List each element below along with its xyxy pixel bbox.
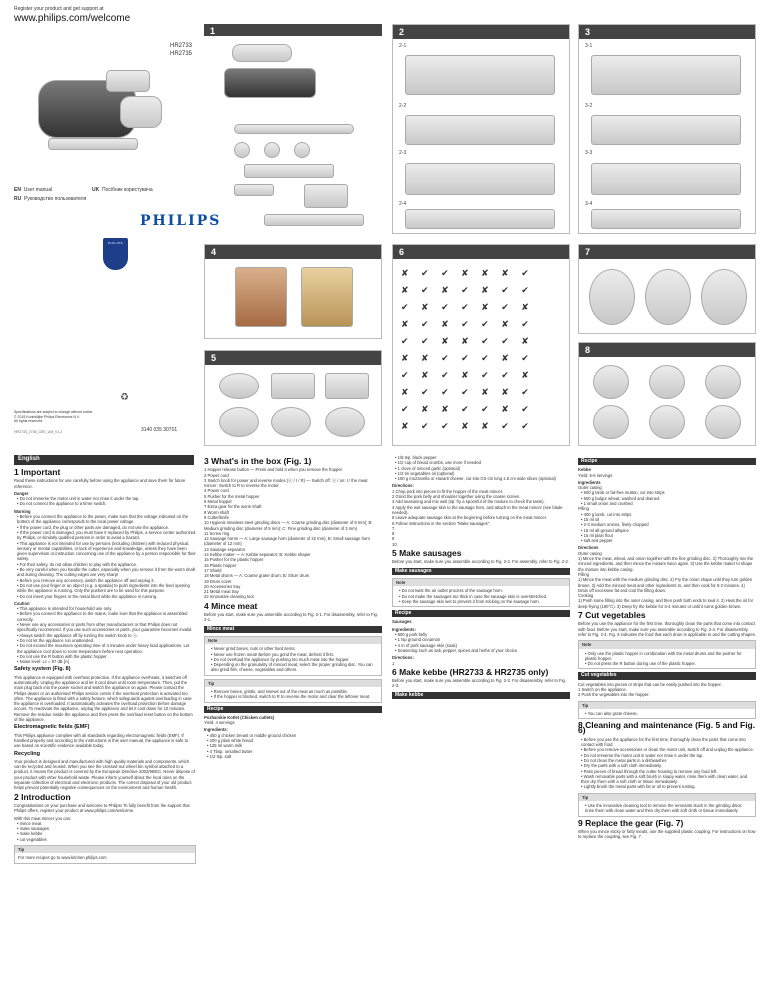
register-text: Register your product and get support at <box>14 6 104 12</box>
list-item: • Only use the plastic hopper in combination with the metal drums and the pusher for plastic hopper. <box>585 651 752 662</box>
ingredients-label: Ingredients: <box>204 727 228 733</box>
list-item: 17 Shield <box>204 567 222 573</box>
list-item: • This appliance is not intended for use by persons (including children) with reduced physical, sensory or mental capabilities, or lack of experience and knowledge, unless they have been given supervision or instruction concerning use of the appliance by a person responsible for their safety. <box>17 541 196 562</box>
list-item: 8 <box>392 531 395 537</box>
list-item: • This appliance is intended for household use only. <box>17 606 196 611</box>
list-item: • Never use any accessories or parts from other manufacturers or that Philips does not specifically recommend. If you use such accessories or parts, your guarantee becomes invalid. <box>17 622 196 633</box>
lang-ru: RU Руководство пользователя <box>14 196 87 202</box>
sausage-intro: Before you start, make sure you assemble according to Fig. 2-2. For assembly, refer to Fig. 2-2. <box>392 559 570 565</box>
figure-1-label: 1 <box>210 26 216 36</box>
heading-introduction: 2 Introduction <box>14 791 71 802</box>
cut-bar: Cut vegetables <box>578 672 756 679</box>
list-item: • Before you remove accessories or clean the motor unit, switch off and unplug the appliance. <box>581 747 756 752</box>
heading-safety: Safety system (Fig. 8) <box>14 666 71 673</box>
assembly-illustration-3 <box>405 163 555 195</box>
spec-block <box>14 410 92 424</box>
list-item: 5 Leave adequate sausage skin at the beginning before turning on the meat mincer. <box>392 515 548 521</box>
list-item: • Lightly brush the metal parts with fat or oil to prevent rusting. <box>581 784 756 789</box>
gear-text: When you mince sticky or fatty meats, use the supplied plastic coupling. For instructions on how to replace the coupling, see Fig. 7. <box>578 828 756 840</box>
cleaning-step-2 <box>271 373 315 399</box>
caution-label: Caution <box>14 600 30 606</box>
list-item: 14 Kebbe maker — A: Kebbe separator; B: Kebbe shaper <box>204 552 311 558</box>
drum-cover <box>304 184 348 208</box>
figure-6-label: 6 <box>399 247 405 257</box>
cut-text: Cut vegetables into pieces or strips that can be easily pushed into the hopper. <box>578 681 722 687</box>
note-box <box>392 578 570 607</box>
column-2 <box>204 455 382 981</box>
note-label: Note <box>393 579 569 586</box>
list-item: • Before you use the appliance for the first time, thoroughly clean the parts that come into contact with food. <box>581 737 756 748</box>
table-row: ✘ ✔ ✘ ✔ ✘ ✔ ✔ <box>401 285 534 295</box>
philips-shield <box>103 238 128 270</box>
list-item: • 200 g plain white bread <box>207 738 382 743</box>
list-item: • Never grind bones, nuts or other hard items. <box>211 646 378 651</box>
list-item: • Do not use your finger or an object (e.g. a spatula) to push ingredients into the feed opening while the appliance is running. Only the pushers are to be used for this purpose. <box>17 583 196 594</box>
lang-uk: UK Посібник користувача <box>92 187 153 193</box>
accessory-hopper <box>232 44 292 62</box>
list-item: 9 <box>392 536 395 542</box>
gear-step-3 <box>701 269 747 325</box>
list-item: • 100 g mozzarella or Havarti cheese, cut into 0.5 cm long 1.5 cm wide slices (optional) <box>395 476 570 481</box>
list-item: • Keep the sausage skin wet to prevent it from sticking on the sausage horn. <box>399 599 566 604</box>
list-item: 10 <box>392 541 397 547</box>
figure-7-bar <box>579 245 755 259</box>
tip-label: Tip <box>205 680 381 687</box>
tip-box <box>578 793 756 817</box>
list-item: • Do not press the R button during use of the plastic hopper. <box>585 661 752 666</box>
spec-line-2: © 2015 Koninklijke Philips Electronics N.V. <box>14 414 80 419</box>
list-item: 1 Hopper release button — Press and hold it when you remove the hopper. <box>204 467 343 473</box>
step-2-3: 2-3 <box>399 150 407 156</box>
metal-tray <box>106 70 150 92</box>
list-item: • Dry the parts with a soft cloth immediately. <box>581 763 756 768</box>
step-2-1: 2-1 <box>399 43 407 49</box>
list-item: • 1/2 tsp. salt <box>207 754 382 759</box>
motor-unit-illustration <box>224 68 316 98</box>
figure-3-label: 3 <box>585 27 591 37</box>
list-item: • Noise level: Lc = 87 dB [A] <box>17 659 196 664</box>
dir-outer-label: Outer casing <box>578 550 602 556</box>
figure-7-label: 7 <box>585 247 591 257</box>
food-photo-2 <box>301 267 353 327</box>
column-3 <box>392 455 570 981</box>
list-item: • 1/8 tsp. black pepper <box>395 455 570 460</box>
recycle-icon: ♻ <box>120 392 129 403</box>
mince-intro: Before you start, make sure you assemble according to Fig. 2-1. For disassembly, refer to Fig. 2-1. <box>204 612 379 623</box>
table-row: ✔ ✔ ✘ ✘ ✔ ✔ ✘ <box>401 336 534 346</box>
list-item: 6 Metal hopper <box>204 499 232 505</box>
lang-en: EN User manual <box>14 187 53 193</box>
danger-list <box>14 496 196 507</box>
list-item: 18 Metal drums — A: Coarse grater drum; B: Slicer drum <box>204 573 310 579</box>
figure-3-panel <box>578 24 756 234</box>
cleaning-step-1 <box>219 373 259 399</box>
list-item: 2 Power cord <box>204 472 229 478</box>
dir-cooking-text: 1) Push some filling into the outer casing, and then push both ends to seal it. 2) Heat the oil for deep-frying (190°C). 3) Deep fry the kebbe for 3-4 minutes or until it turns golden brown. <box>578 598 754 609</box>
list-item: • 15 ml oil <box>581 517 756 522</box>
list-item: • 1/2 cup of bread crumbs, use more if needed <box>395 460 570 465</box>
dir-cooking-label: Cooking <box>578 593 594 599</box>
list-item: 2 Push the vegetables into the hopper. <box>578 692 650 698</box>
cut-intro: Before you use the appliance for the first time, thoroughly clean the parts that come into contact with food. Before you start, make sure you assemble according to Fig. 2-4. For disassembly, refer to Fig. 2-4. Fig. 6 indicates the food that each drum is applicable to and the cutting shapes. <box>578 621 756 637</box>
list-item: 19 Drum cover <box>204 578 232 584</box>
philips-logo: PHILIPS <box>140 213 222 229</box>
list-item: • Wash removable parts with a soft brush in soapy water, rinse them with clean water, and then dry them with a soft cloth or tissue immediately. <box>581 774 756 785</box>
accessories-tray <box>264 214 364 226</box>
table-row: ✘ ✘ ✔ ✔ ✔ ✘ ✔ <box>401 353 534 363</box>
list-item: 9 Cutter/knife <box>204 514 229 520</box>
list-item: • 1 small onion and crushed <box>581 501 756 506</box>
heading-replace-gear: 9 Replace the gear (Fig. 7) <box>578 817 684 828</box>
list-item: 15 Pusher for the plastic hopper <box>204 557 264 563</box>
figure-1-bar <box>204 24 382 36</box>
list-item: • Before you connect the appliance to the mains, make sure that the appliance is assembled correctly. <box>17 611 196 622</box>
list-item: 11 Screw ring <box>204 530 230 536</box>
list-item: • If the power cord is damaged, you must have it replaced by Philips, a service center authorized by Philips, or similarly qualified persons in order to avoid a hazard. <box>17 530 196 541</box>
directions-label: Directions: <box>392 483 414 489</box>
list-item: • Do not use the R button with the plastic hopper. <box>17 654 196 659</box>
safety-step-1 <box>593 365 629 399</box>
list-item: • Do not let the appliance run unattended. <box>17 638 196 643</box>
disassembly-illustration-4 <box>591 209 741 229</box>
list-item: • 2-3 medium onions, finely chopped <box>581 522 756 527</box>
ingredients-list <box>392 632 570 653</box>
ingredients-list-cont <box>392 455 570 481</box>
warning-label: Warning <box>14 508 31 514</box>
figure-2-panel <box>392 24 570 234</box>
model-1: HR2733 <box>170 43 193 49</box>
directions-label: Directions: <box>392 655 414 661</box>
spec-line-1: Specifications are subject to change without notice <box>14 410 93 414</box>
list-item: 5 Pusher for the metal hopper <box>204 493 260 499</box>
list-item: • Pass pieces of bread through the cutter housing to remove any food left. <box>581 769 756 774</box>
list-item: • 1/2 tin vegetables oil (optional) <box>395 471 570 476</box>
assembly-illustration-4 <box>405 209 555 229</box>
list-item: • cut vegetables <box>17 837 196 842</box>
gear-step-2 <box>645 269 691 325</box>
list-item: 3 Add seasoning and mix well (tip: fry a spoonful of the mixture to check the taste). <box>392 499 545 505</box>
gear-step-1 <box>589 269 635 325</box>
note-box <box>204 636 382 676</box>
heading-cleaning: 8 Cleaning and maintenance (Fig. 5 and Fig. 6) <box>578 720 756 736</box>
box-items-list <box>204 467 382 599</box>
kebbe-bar: Make kebbe <box>392 692 570 699</box>
sausage-horns <box>234 184 274 196</box>
table-row: ✔ ✘ ✔ ✔ ✘ ✔ ✘ <box>401 302 534 312</box>
recipe-yield: Yield: 5-6 servings <box>578 472 613 478</box>
figure-8-bar <box>579 343 755 357</box>
column-4 <box>578 455 756 981</box>
list-item: • If the hopper is blocked, switch to R to reverse the motor and clear the leftover meat. <box>211 694 378 699</box>
shield-wordmark: PHILIPS <box>107 241 123 245</box>
introduction-text: Congratulations on your purchase and welcome to Philips! To fully benefit from the support that Philips offers, register your product at www.philips.com/welcome. <box>14 802 190 814</box>
recipe-yield: Yield: 4 servings <box>204 720 235 726</box>
note-list <box>396 588 566 604</box>
figure-5-bar <box>205 351 381 365</box>
safety-step-6 <box>705 405 741 439</box>
step-3-2: 3-2 <box>585 103 593 109</box>
safety-text: This appliance is equipped with overheat protection. If the appliance overheats, it switches off automatically. Unplug the appliance and let it cool down until room temperature. Then, put the main plug back into the power socket and switch the appliance on again. Please contact the Philips dealer or an authorised Philips service centre if the overheat protection is activated too often. The appliance is fitted with a safety feature, which safeguards against overloading in case the appliance is overloaded. It automatically activates the overload protection before damage occurs. To reactivate the appliance, unplug the appliance and let it cool down for 10 minutes. Remove the residue inside the appliance and then press the overload reset button on the bottom of the appliance. <box>14 674 193 723</box>
table-row: ✘ ✔ ✔ ✘ ✘ ✘ ✔ <box>401 268 534 278</box>
directions-list <box>392 489 570 547</box>
table-row: ✔ ✘ ✔ ✘ ✔ ✔ ✘ <box>401 370 534 380</box>
heading-make-kebbe: 6 Make kebbe (HR2733 & HR2735 only) <box>392 666 549 677</box>
list-item: • Before you connect the appliance to the power, make sure that the voltage indicated on the bottom of the appliance corresponds to the local power voltage. <box>17 514 196 525</box>
cut-steps <box>578 687 756 698</box>
figure-4-bar <box>205 245 381 259</box>
list-item: • Seasoning such as salt, pepper, spices and herbs of your choice <box>395 648 570 653</box>
tip-box <box>578 701 756 720</box>
heading-emf: Electromagnetic fields (EMF) <box>14 724 90 731</box>
emf-text: This Philips appliance complies with all standards regarding electromagnetic fields (EMF). If handled properly and according to the instructions in this user manual, the appliance is safe to use based on scientific evidence available today. <box>14 732 189 749</box>
recipe-title: Pozharskie Kotlet (Chicken cutlets) <box>204 714 275 720</box>
list-item: • Do not overload the appliance by pushing too much meat into the hopper. <box>211 657 378 662</box>
dir-outer-text: 1) Mince the meat, wheat, and onion together with the fine grinding disc. 2) Thoroughly mix the minced ingredients, and then mince the mixture twice again. 3) Use the kebbe maker to shape the mixture into kebbe casing. <box>578 556 754 572</box>
figure-8-panel <box>578 342 756 446</box>
worm-shaft-illustration <box>234 124 354 134</box>
list-item: • Always switch the appliance off by turning the switch knob to ⓞ. <box>17 633 196 638</box>
spec-line-3: All rights reserved. <box>14 419 43 423</box>
heading-important: 1 Important <box>14 467 61 477</box>
heading-cut-vegetables: 7 Cut vegetables <box>578 610 646 621</box>
discs-illustration <box>234 142 250 158</box>
danger-label: Danger <box>14 490 29 496</box>
list-item: 16 Plastic hopper <box>204 562 237 568</box>
food-photo <box>235 267 287 327</box>
ingredients-label: Ingredients <box>578 479 601 485</box>
note-box <box>578 640 756 669</box>
table-row: ✘ ✔ ✔ ✘ ✘ ✔ ✔ <box>401 421 534 431</box>
english-section-bar: English <box>14 455 194 465</box>
note-label: Note <box>205 637 381 644</box>
table-row: ✘ ✔ ✔ ✔ ✘ ✘ ✔ <box>401 387 534 397</box>
product-photo <box>28 70 168 175</box>
figure-3-bar <box>579 25 755 39</box>
figure-8-label: 8 <box>585 345 591 355</box>
step-3-4: 3-4 <box>585 201 593 207</box>
cleaning-step-4 <box>219 407 259 437</box>
list-item: • 4 m of pork sausage skin (soak) <box>395 643 570 648</box>
cleaning-step-3 <box>325 373 369 399</box>
list-item: 3 Switch knob for power and reverse modes (ⓞ / I / R) — Switch off: ⓞ / on: I / the meat mincer; Switch to R to reverse the motor <box>204 477 368 489</box>
intro-text: Read these instructions for use carefully before using the appliance and save them for future reference. <box>14 478 186 489</box>
list-item: • 500 g bulgur wheat, washed and drained <box>581 496 756 501</box>
step-3-1: 3-1 <box>585 43 593 49</box>
step-3-3: 3-3 <box>585 150 593 156</box>
tip-list <box>582 803 752 814</box>
safety-step-2 <box>649 365 685 399</box>
table-row: ✘ ✔ ✘ ✔ ✔ ✘ ✔ <box>401 319 534 329</box>
list-item: 6 Follow instructions in the section "Make sausages". <box>392 520 491 526</box>
register-url[interactable]: www.philips.com/welcome <box>14 13 131 24</box>
list-item: 21 Metal meat tray <box>204 589 239 595</box>
disassembly-illustration-2 <box>591 115 741 145</box>
figure-7-panel <box>578 244 756 334</box>
directions-label: Directions <box>578 545 599 551</box>
step-2-2: 2-2 <box>399 103 407 109</box>
list-item: • Remove bones, gristle, and sinews out of the meat as much as possible. <box>211 689 378 694</box>
cleaning-step-5 <box>271 407 311 437</box>
compatibility-table <box>401 265 561 437</box>
list-item: • Do not exceed the maximum operating time of 4 minutes under heavy load applications. Let the appliance cool down to room temperature before next operation. <box>17 643 196 654</box>
list-item: 13 Sausage separator <box>204 546 246 552</box>
list-item: • 15 ml all-ground allspice <box>581 528 756 533</box>
recipe-bar: Recipe <box>204 706 382 713</box>
cleaning-list <box>578 737 756 790</box>
list-item: • make sausages <box>17 826 196 831</box>
heading-mince-meat: 4 Mince meat <box>204 600 258 611</box>
caution-list <box>14 606 196 664</box>
list-item: • salt and pepper <box>581 538 756 543</box>
step-2-4: 2-4 <box>399 201 407 207</box>
list-item: • 400 g lamb, cut into strips <box>581 512 756 517</box>
list-item: • Do not clean the metal parts in a dishwasher. <box>581 758 756 763</box>
list-item: • Do not make the sausages too thick in case the sausage skin is overstretched. <box>399 594 566 599</box>
figure-4-panel <box>204 244 382 339</box>
heading-recycling: Recycling <box>14 750 40 757</box>
list-item: 1 Switch on the appliance. <box>578 686 627 692</box>
recycling-text: Your product is designed and manufactured with high quality materials and components, which can be recycled and reused. When you see the crossed-out wheel bin symbol attached to a product, it means the product is covered by the European Directive 2002/96/EC. Never dispose of your product with other household waste. Please inform yourself about the local rules on the separate collection of electrical and electronic products. The correct disposal of your old product helps prevent potentially negative consequences on the environment and human health. <box>14 758 195 791</box>
assembly-illustration-2 <box>405 115 555 145</box>
list-item: • Never use frozen meat! Before you grind the meat, defrost it first. <box>211 652 378 657</box>
tip-text: For more recipes go to www.kitchen.philips.com <box>18 855 107 861</box>
list-item: • Do not connect the appliance to a timer switch. <box>17 501 196 506</box>
dir-filling-label: Filling <box>578 571 589 577</box>
assembly-illustration <box>405 55 555 95</box>
tip-label: Tip <box>15 846 195 853</box>
list-item: • Be very careful when you handle the cutter, especially when you remove it from the worm shaft and during cleaning. The cutting edges are very sharp! <box>17 567 196 578</box>
list-item: • You can also grate cheese. <box>585 711 752 716</box>
list-item: 2 Grind the pork belly and shoulder together using the coarse screen. <box>392 494 521 500</box>
figure-5-label: 5 <box>211 353 217 363</box>
uses-list <box>14 821 196 842</box>
filling-list <box>578 512 756 544</box>
list-item: • 1 tsp ground cinnamon <box>395 637 570 642</box>
tip-list <box>582 711 752 716</box>
list-item: • 500 g lamb or fat-free mutton, cut into strips <box>581 490 756 495</box>
list-item: 12 Sausage horns — A: Large sausage horn (diameter of 22 mm); B: Small sausage horn (diameter of 12 mm) <box>204 536 370 547</box>
dir-filling-text: 1) Mince the meat with the medium grinding disc. 2) Fry the onion shape until they turn golden brown. 3) Add the minced meat and other ingredients to, and then cook for 5-2 minutes. 4) Drain off excessive fat and cool the filling down. <box>578 577 753 593</box>
warning-list <box>14 514 196 599</box>
grinder-head <box>120 96 162 128</box>
note-list <box>208 646 378 672</box>
list-item: • 1 clove of minced garlic (optional) <box>395 466 570 471</box>
list-item: • Do not immerse the motor unit in water nor rinse it under the tap. <box>17 496 196 501</box>
tip-box <box>204 679 382 703</box>
discs-illustration-2 <box>264 142 280 158</box>
outer-list <box>578 490 756 506</box>
list-item: 4 Power cord <box>204 488 229 494</box>
tip-label: Tip <box>579 702 755 709</box>
heading-whats-in-box: 3 What's in the box (Fig. 1) <box>204 456 312 466</box>
list-item: 7 <box>392 525 395 531</box>
list-item: • Before you remove any accessory, switch the appliance off and unplug it. <box>17 578 196 583</box>
list-item: • If the power cord, the plug or other parts are damaged, do not use the appliance. <box>17 525 196 530</box>
figure-2-label: 2 <box>399 27 405 37</box>
safety-step-4 <box>593 405 629 439</box>
tip-label: Tip <box>579 794 755 801</box>
tip-list <box>208 689 378 700</box>
list-item: 22 Innovative cleaning tool <box>204 594 254 600</box>
list-item: • Do not immerse the motor unit in water nor rinse it under the tap. <box>581 753 756 758</box>
list-item: • 450 g chicken breast or middle ground chicken <box>207 733 382 738</box>
recipe-title: Sausages <box>392 619 412 625</box>
safety-step-5 <box>649 405 685 439</box>
discs-illustration-3 <box>294 142 310 158</box>
column-1 <box>14 466 196 981</box>
list-item: 4 Apply the wet sausage skin to the sausage horn, and attach to the meat mincer (see blade needed). <box>392 504 563 515</box>
hopper-plastic <box>244 164 334 178</box>
list-item: 20 Accessories tray <box>204 583 241 589</box>
list-item: 7 Extra gear for the worm shaft <box>204 504 262 510</box>
figure-2-bar <box>393 25 569 39</box>
tip-box <box>14 845 196 864</box>
outer-casing-label: Outer casing <box>578 485 602 491</box>
ingredients-list <box>204 733 382 759</box>
model-2: HR2735 <box>170 51 193 57</box>
safety-step-3 <box>705 365 741 399</box>
list-item: • Do not twist the air outlet process of the sausage horn. <box>399 588 566 593</box>
filling-label: Filling <box>578 506 589 512</box>
list-item: • 15 ml plain flour <box>581 533 756 538</box>
sausage-bar: Make sausages <box>392 568 570 575</box>
disassembly-illustration <box>591 55 741 95</box>
heading-make-sausages: 5 Make sausages <box>392 548 462 559</box>
mince-bar: Mince meat <box>204 626 382 633</box>
directions-list <box>392 661 570 666</box>
uses-lead: With this meat mincer you can: <box>14 815 72 821</box>
list-item: 8 Worm shaft <box>204 509 229 515</box>
ingredients-label: Ingredients: <box>392 626 416 632</box>
figure-5-panel <box>204 350 382 446</box>
list-item: • For their safety, do not allow children to play with the appliance. <box>17 562 196 567</box>
disassembly-illustration-3 <box>591 163 741 195</box>
figure-6-bar <box>393 245 569 259</box>
note-label: Note <box>579 641 755 648</box>
footer-code: HR2733_2735_CEE_UM_V1.2 <box>14 430 63 434</box>
list-item: 1 Chop pork into pieces to fit the hopper of the meat mincer. <box>392 488 504 494</box>
recipe-bar: Recipe <box>392 610 570 617</box>
list-item: 1 <box>392 660 395 666</box>
figure-1-panel <box>204 24 382 234</box>
list-item: 10 Hygienic stainless steel grinding discs — A: Coarse grinding disc (diameter of 8 mm); B: Medium grinding disc (diameter of 5 mm); C: Fine grinding disc (diameter of 3 mm) <box>204 520 373 531</box>
cleaning-step-6 <box>325 407 365 437</box>
list-item: • 125 ml warm milk <box>207 743 382 748</box>
base <box>48 138 138 150</box>
kebbe-intro: Before you start, make sure you assemble according to Fig. 2-3. For disassembly, refer to Fig. 2-3. <box>392 678 567 689</box>
figure-6-panel <box>392 244 570 446</box>
list-item: • 800 g pork belly <box>395 632 570 637</box>
list-item: • mince meat <box>17 821 196 826</box>
figure-4-label: 4 <box>211 247 217 257</box>
recipe-bar: Recipe <box>578 458 756 465</box>
recipe-title: Kebbe <box>578 467 591 473</box>
barcode-number: 3140 035 30701 <box>141 427 178 433</box>
list-item: • Do not insert your fingers or the metal blunt while the appliance is running. <box>17 594 196 599</box>
list-item: • Use the innovative cleaning tool to remove the remnants stuck in the grinding discs: rinse them with clean water and then dry them with soft cloth or tissue immediately. <box>585 803 752 814</box>
list-item: • make kebbe <box>17 831 196 836</box>
list-item: • 4 Tbsp. unsalted butter <box>207 749 382 754</box>
table-row: ✔ ✘ ✘ ✔ ✔ ✘ ✔ <box>401 404 534 414</box>
list-item: • Depending on the granularity of minced meat, select the proper grinding disc. You can also grind fish, cheese, vegetables and others. <box>211 662 378 673</box>
note-list <box>582 651 752 667</box>
